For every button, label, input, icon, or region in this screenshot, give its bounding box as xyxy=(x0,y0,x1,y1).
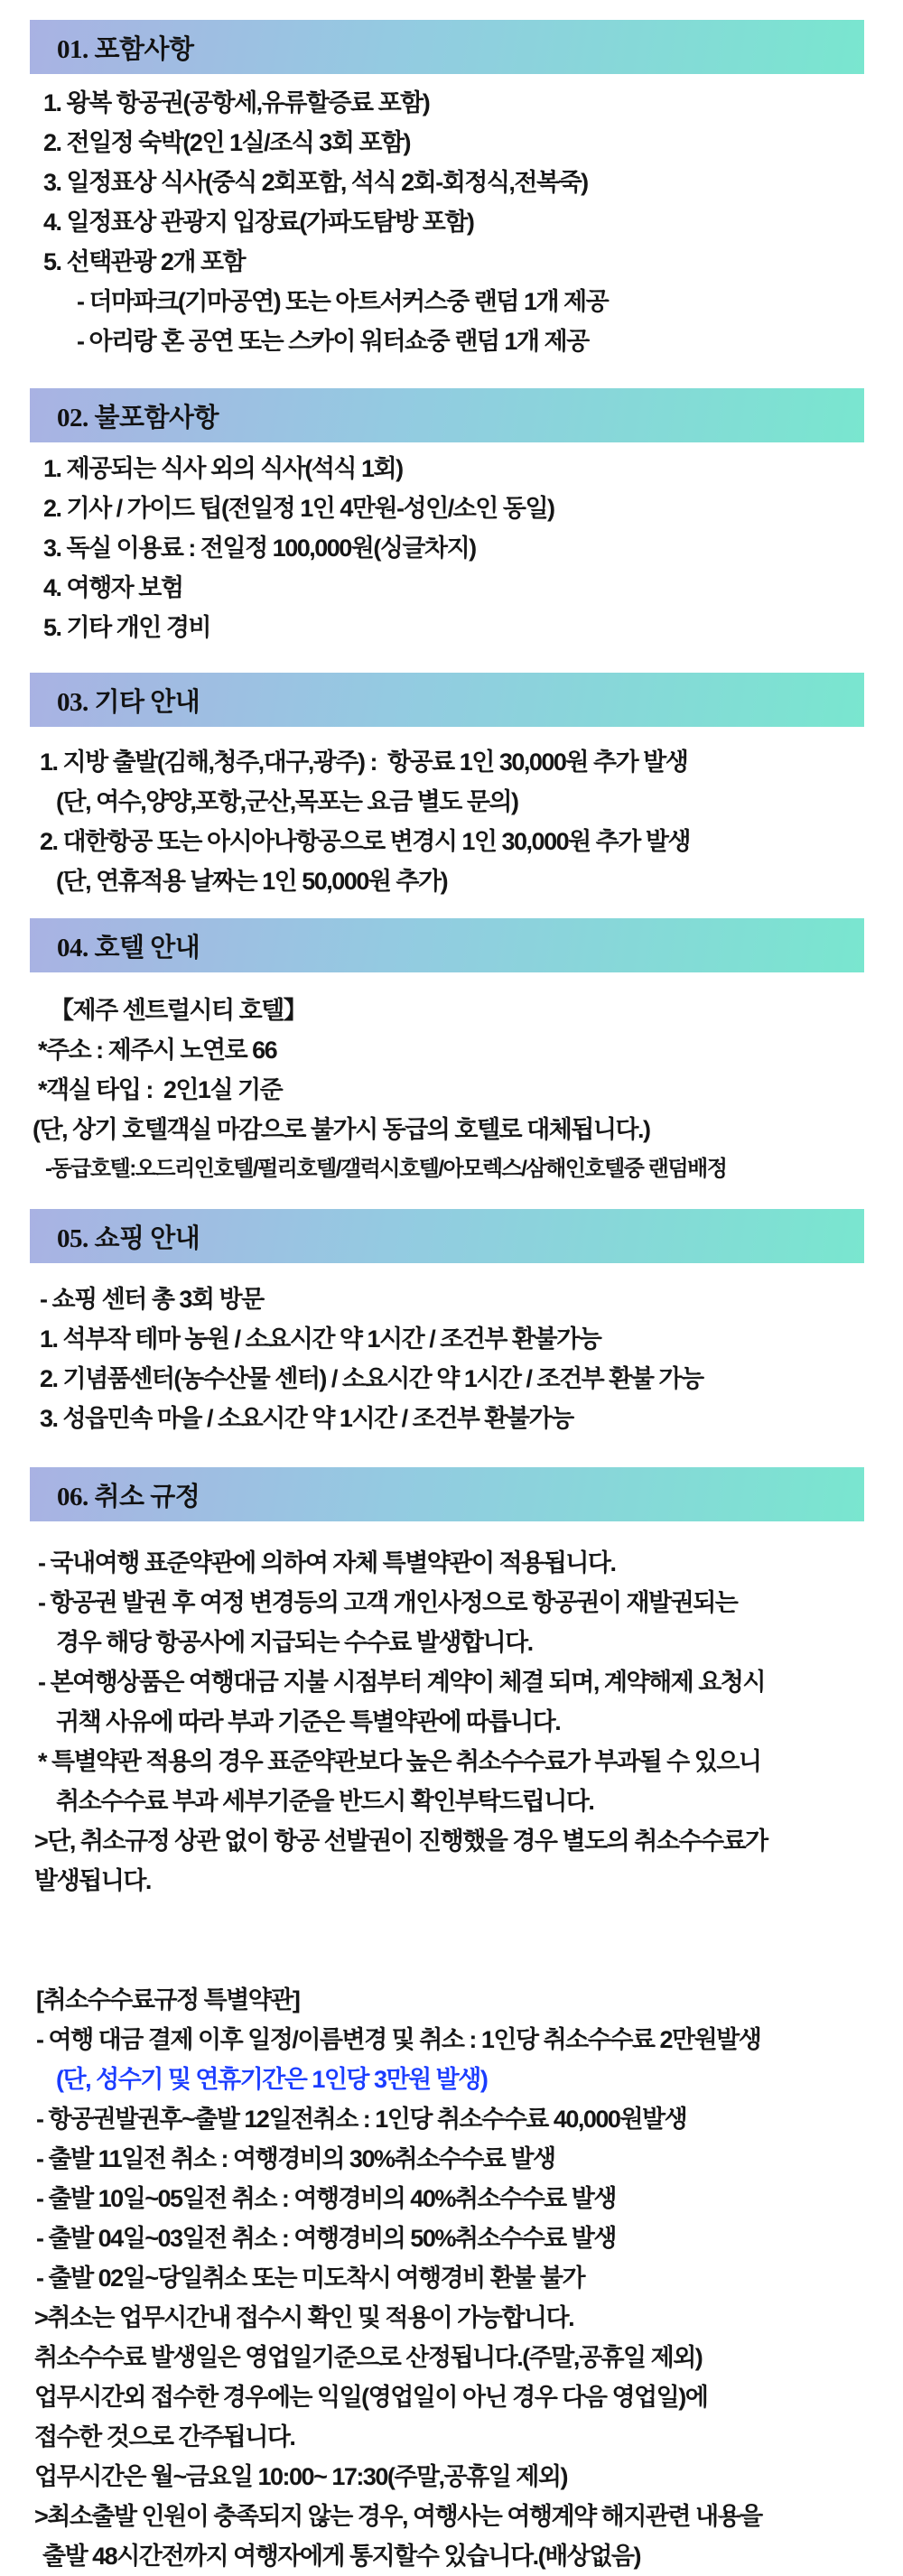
text-line: 4. 일정표상 관광지 입장료(가파도탐방 포함) xyxy=(43,209,474,236)
text-line: 2. 기념품센터(농수산물 센터) / 소요시간 약 1시간 / 조건부 환불 가능 xyxy=(40,1365,703,1392)
section-header-cancellation-policy xyxy=(30,1467,864,1521)
text-line: (단, 상기 호텔객실 마감으로 불가시 동급의 호텔로 대체됩니다.) xyxy=(33,1116,650,1143)
text-line: 3. 성읍민속 마을 / 소요시간 약 1시간 / 조건부 환불가능 xyxy=(40,1405,573,1432)
text-line: 2. 전일정 숙박(2인 1실/조식 3회 포함) xyxy=(43,129,411,156)
section-title-etc-info: 03. 기타 안내 xyxy=(57,687,200,717)
section-etc-info xyxy=(0,673,903,918)
text-line: 3. 독실 이용료 : 전일정 100,000원(싱글차지) xyxy=(43,535,476,562)
section-header-hotel-info xyxy=(30,918,864,972)
text-line: 1. 왕복 항공권(공항세,유류할증료 포함) xyxy=(43,89,430,116)
text-line: 취소수수료 발생일은 영업일기준으로 산정됩니다.(주말,공휴일 제외) xyxy=(34,2344,703,2371)
section-title-excluded: 02. 불포함사항 xyxy=(57,403,219,432)
text-line: >취소는 업무시간내 접수시 확인 및 적용이 가능합니다. xyxy=(34,2304,574,2331)
section-body-cancellation-policy xyxy=(0,1521,903,2576)
text-line: 1. 석부작 테마 농원 / 소요시간 약 1시간 / 조건부 환불가능 xyxy=(40,1325,601,1353)
text-line: 2. 대한항공 또는 아시아나항공으로 변경시 1인 30,000원 추가 발생 xyxy=(40,828,691,855)
text-line: 5. 선택관광 2개 포함 xyxy=(43,248,246,275)
text-line: *객실 타입 : 2인1실 기준 xyxy=(38,1076,283,1103)
text-line: 경우 해당 항공사에 지급되는 수수료 발생합니다. xyxy=(56,1629,533,1656)
text-line: >단, 취소규정 상관 없이 항공 선발권이 진행했을 경우 별도의 취소수수료가 xyxy=(34,1827,768,1855)
text-line: 접수한 것으로 간주됩니다. xyxy=(34,2423,295,2450)
section-body-excluded xyxy=(0,442,903,673)
text-line: - 출발 11일전 취소 : 여행경비의 30%취소수수료 발생 xyxy=(36,2145,555,2172)
section-body-hotel-info xyxy=(0,972,903,1209)
text-line: -동급호텔:오드리인호텔/펄리호텔/갤럭시호텔/아모렉스/삼해인호텔중 랜덤배정 xyxy=(45,1157,727,1181)
text-line: (단, 연휴적용 날짜는 1인 50,000원 추가) xyxy=(56,868,448,895)
section-header-included xyxy=(30,20,864,74)
text-line: 2. 기사 / 가이드 팁(전일정 1인 4만원-성인/소인 동일) xyxy=(43,495,554,522)
section-title-shopping-info: 05. 쇼핑 안내 xyxy=(57,1223,200,1253)
spacer-line xyxy=(0,1940,903,1980)
text-line: - 더마파크(기마공연) 또는 아트서커스중 랜덤 1개 제공 xyxy=(77,288,609,315)
section-cancellation-policy xyxy=(0,1467,903,2576)
text-line: * 특별약관 적용의 경우 표준약관보다 높은 취소수수료가 부과될 수 있으니 xyxy=(38,1748,761,1775)
text-line: - 항공권 발권 후 여정 변경등의 고객 개인사정으로 항공권이 재발권되는 xyxy=(38,1589,738,1616)
section-title-hotel-info: 04. 호텔 안내 xyxy=(57,933,200,963)
text-line: 귀책 사유에 따라 부과 기준은 특별약관에 따릅니다. xyxy=(56,1708,561,1735)
text-line: [취소수수료규정 특별약관] xyxy=(36,1986,300,2013)
section-hotel-info xyxy=(0,918,903,1209)
section-header-shopping-info xyxy=(30,1209,864,1263)
text-line: - 출발 10일~05일전 취소 : 여행경비의 40%취소수수료 발생 xyxy=(36,2185,616,2212)
text-line: - 국내여행 표준약관에 의하여 자체 특별약관이 적용됩니다. xyxy=(38,1549,616,1576)
text-line: - 여행 대금 결제 이후 일정/이름변경 및 취소 : 1인당 취소수수료 2만원발생 xyxy=(36,2026,761,2053)
section-body-included xyxy=(0,74,903,388)
text-line: 【제주 센트럴시티 호텔】 xyxy=(50,997,307,1024)
section-shopping-info xyxy=(0,1209,903,1467)
section-included xyxy=(0,20,903,388)
text-line: 출발 48시간전까지 여행자에게 통지할수 있습니다.(배상없음) xyxy=(42,2543,640,2570)
section-header-etc-info xyxy=(30,673,864,727)
text-line: 4. 여행자 보험 xyxy=(43,574,183,601)
text-line: 1. 지방 출발(김해,청주,대구,광주) : 항공료 1인 30,000원 추가 발생 xyxy=(40,749,688,776)
text-line: 1. 제공되는 식사 외의 식사(석식 1회) xyxy=(43,455,403,482)
section-title-included: 01. 포함사항 xyxy=(57,34,194,64)
text-line: 3. 일정표상 식사(중식 2회포함, 석식 2회-회정식,전복죽) xyxy=(43,169,588,196)
text-line: (단, 여수,양양,포항,군산,목포는 요금 별도 문의) xyxy=(56,788,518,815)
text-line: - 쇼핑 센터 총 3회 방문 xyxy=(40,1286,264,1313)
text-line: 5. 기타 개인 경비 xyxy=(43,614,211,641)
text-line: *주소 : 제주시 노연로 66 xyxy=(38,1037,277,1064)
text-line: - 출발 04일~03일전 취소 : 여행경비의 50%취소수수료 발생 xyxy=(36,2225,616,2252)
section-body-etc-info xyxy=(0,727,903,918)
spacer-line xyxy=(0,1901,903,1940)
text-line: - 본여행상품은 여행대금 지불 시점부터 계약이 체결 되며, 계약해제 요청시 xyxy=(38,1669,765,1696)
text-line: 업무시간은 월~금요일 10:00~ 17:30(주말,공휴일 제외) xyxy=(34,2463,567,2490)
text-line: - 출발 02일~당일취소 또는 미도착시 여행경비 환불 불가 xyxy=(36,2264,585,2292)
text-line: (단, 성수기 및 연휴기간은 1인당 3만원 발생) xyxy=(56,2066,488,2093)
text-line: - 항공권발권후~출발 12일전취소 : 1인당 취소수수료 40,000원발생 xyxy=(36,2106,687,2133)
text-line: 취소수수료 부과 세부기준을 반드시 확인부탁드립니다. xyxy=(56,1788,594,1815)
text-line: >최소출발 인원이 충족되지 않는 경우, 여행사는 여행계약 해지관련 내용을 xyxy=(34,2503,762,2530)
section-title-cancellation-policy: 06. 취소 규정 xyxy=(57,1482,200,1511)
section-header-excluded xyxy=(30,388,864,442)
text-line: 업무시간외 접수한 경우에는 익일(영업일이 아닌 경우 다음 영업일)에 xyxy=(34,2384,708,2411)
text-line: - 아리랑 혼 공연 또는 스카이 워터쇼중 랜덤 1개 제공 xyxy=(77,328,589,355)
section-excluded xyxy=(0,388,903,673)
text-line: 발생됩니다. xyxy=(34,1867,151,1894)
section-body-shopping-info xyxy=(0,1263,903,1467)
